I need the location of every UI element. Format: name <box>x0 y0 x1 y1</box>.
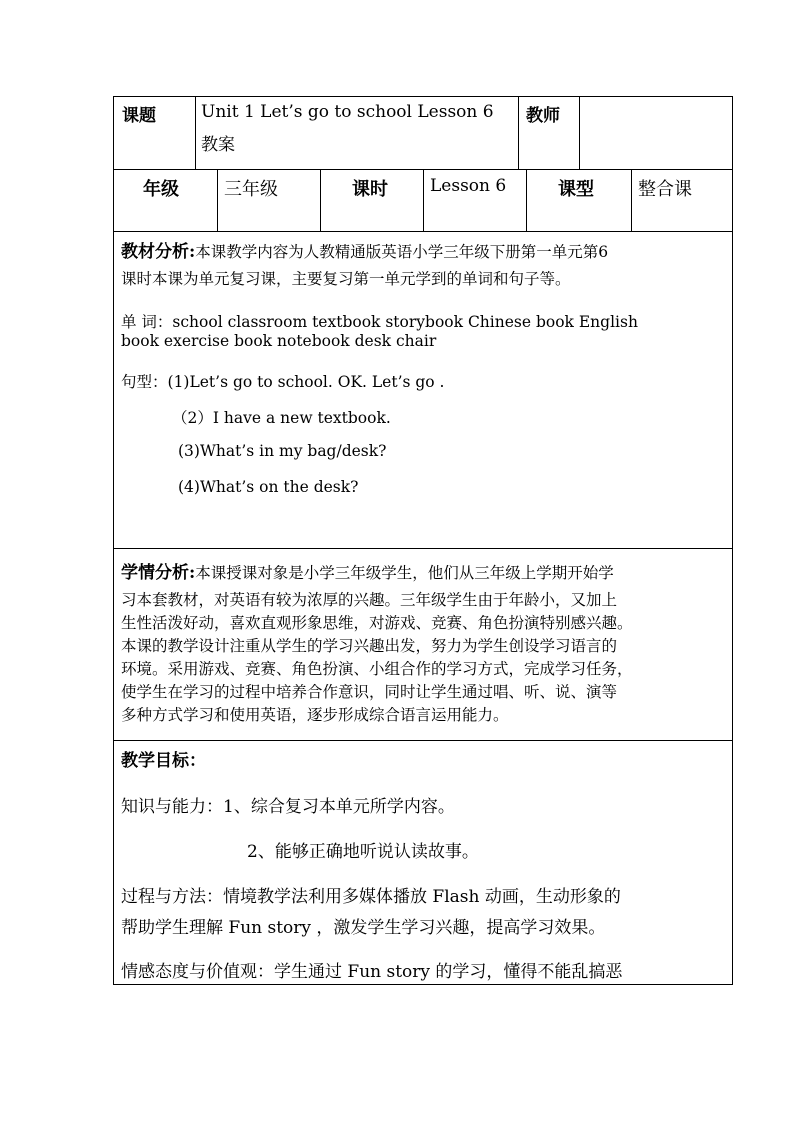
materials-heading: 教材分析: <box>121 242 196 262</box>
teacher-label-cell <box>518 97 580 169</box>
info-row <box>113 169 733 231</box>
title-value-line1: Unit 1 Let’s go to school Lesson 6 <box>201 102 494 122</box>
grade-value: 三年级 <box>224 179 278 200</box>
grade-label: 年级 <box>143 179 179 200</box>
teacher-value-cell <box>579 97 733 169</box>
type-label: 课型 <box>558 179 594 200</box>
type-value-cell <box>631 170 733 231</box>
materials-section <box>113 231 733 548</box>
sentences-label: 句型： <box>121 373 168 391</box>
teacher-label: 教师 <box>526 106 560 126</box>
period-label: 课时 <box>352 179 388 200</box>
sentence-4: (4)What’s on the desk? <box>178 478 359 496</box>
grade-label-cell <box>114 170 218 231</box>
period-value: Lesson 6 <box>430 176 507 196</box>
sentence-1: (1)Let’s go to school. OK. Let’s go . <box>167 373 445 391</box>
process-line2: 帮助学生理解 Fun story ，激发学生学习兴趣，提高学习效果。 <box>121 918 606 938</box>
words-line2: book exercise book notebook desk chair <box>121 332 437 350</box>
knowledge-line2: 2、能够正确地听说认读故事。 <box>247 842 479 862</box>
grade-value-cell <box>217 170 321 231</box>
type-label-cell <box>526 170 632 231</box>
students-section <box>113 548 733 740</box>
sentence-line1 <box>121 370 445 392</box>
materials-intro-line1: 教材分析:本课教学内容为人教精通版英语小学三年级下册第一单元第6 <box>121 242 609 262</box>
emotion-line1: 情感态度与价值观：学生通过 Fun story 的学习，懂得不能乱搞恶 <box>121 962 623 982</box>
sentence-2: （2）I have a new textbook. <box>172 409 391 427</box>
sentence-3: (3)What’s in my bag/desk? <box>178 442 387 460</box>
title-row <box>113 96 733 169</box>
students-line6: 使学生在学习的过程中培养合作意识，同时让学生通过唱、听、说、演等 <box>121 683 618 701</box>
title-label: 课题 <box>122 106 156 126</box>
words-line1: 单 词：school classroom textbook storybook Chinese book English <box>121 313 638 331</box>
students-line4: 本课的教学设计注重从学生的学习兴趣出发，努力为学生创设学习语言的 <box>121 637 618 655</box>
knowledge-line1: 知识与能力：1、综合复习本单元所学内容。 <box>121 797 455 817</box>
process-line1: 过程与方法：情境教学法利用多媒体播放 Flash 动画，生动形象的 <box>121 887 621 907</box>
period-value-cell <box>423 170 527 231</box>
objectives-heading: 教学目标： <box>121 751 206 771</box>
students-line5: 环境。采用游戏、竞赛、角色扮演、小组合作的学习方式，完成学习任务， <box>121 660 633 678</box>
objectives-section <box>113 740 733 985</box>
type-value: 整合课 <box>638 179 692 200</box>
students-line7: 多种方式学习和使用英语，逐步形成综合语言运用能力。 <box>121 706 509 724</box>
students-line2: 习本套教材，对英语有较为浓厚的兴趣。三年级学生由于年龄小，又加上 <box>121 591 618 609</box>
title-label-cell <box>114 97 196 169</box>
title-value-cell <box>195 97 518 169</box>
students-line1: 学情分析:本课授课对象是小学三年级学生，他们从三年级上学期开始学 <box>121 563 614 583</box>
period-label-cell <box>320 170 424 231</box>
students-heading: 学情分析: <box>121 563 196 583</box>
materials-intro-line2: 课时本课为单元复习课，主要复习第一单元学到的单词和句子等。 <box>121 270 571 288</box>
students-line3: 生性活泼好动，喜欢直观形象思维，对游戏、竞赛、角色扮演特别感兴趣。 <box>121 614 633 632</box>
title-value-line2: 教案 <box>201 135 235 155</box>
